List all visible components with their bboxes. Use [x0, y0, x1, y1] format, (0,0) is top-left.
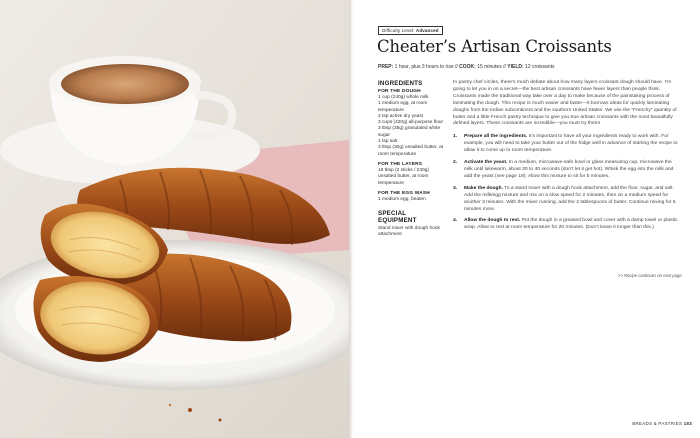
yield-value: 12 croissants — [525, 64, 555, 70]
step-text: Put the dough in a greased bowl and cover with a damp towel or plastic wrap. Allow to rest at room temperature for 20 minutes. (Don’t leave it longer than this.) — [464, 218, 678, 231]
step-text: It’s important to have all your ingredients ready to work with. For example, you will need to take your butter out of the fridge well in advance of starting the recipe to allow it to come up to room temperature. — [464, 134, 678, 154]
ingredient-item: 3 tbsp (35g) granulated white sugar — [378, 126, 441, 138]
recipe-title: Cheater’s Artisan Croissants — [377, 37, 612, 56]
intro-paragraph: In pastry chef circles, there’s much debate about how many layers croissant dough should have. I’m going to let you in on a secret—the best artisan croissants have fewer layers than people think. Croissants made the traditional way take over a day to make because of the painstaking process of laminating the dough. This recipe is much easier and faster—it borrows ideas for quickly laminating doughs from the Indian subcontinent and the southern United States. We use the “Frenchy” quantity of butter and a little French pastry technique to give you true artisan croissants with the most beautifully defined layers. These croissants are incredible—you must try them! — [453, 80, 677, 127]
prep-value: 1 hour, plus 3 hours to rise — [394, 64, 454, 70]
step-number: 1. — [453, 134, 458, 140]
ingredient-item: 3 tbsp (30g) unsalted butter, at room temperature — [378, 145, 444, 157]
yield-label: YIELD: — [507, 64, 524, 70]
difficulty-value: Advanced — [415, 28, 439, 33]
recipe-meta — [378, 64, 555, 70]
ingredient-item: 3 cups (420g) all-purpose flour — [378, 120, 444, 126]
step-lead: Prepare all the ingredients. — [464, 134, 528, 140]
eggwash-heading: FOR THE EGG WASH — [378, 190, 430, 196]
ingredient-item: 1 medium egg, at room temperature — [378, 101, 428, 113]
dough-heading: FOR THE DOUGH — [378, 89, 421, 94]
prep-label: PREP: — [378, 64, 394, 70]
footer-section: BREADS & PASTRIES — [632, 421, 683, 426]
page-number: 183 — [683, 421, 692, 426]
step-lead: Activate the yeast. — [464, 160, 508, 166]
difficulty-badge — [378, 26, 443, 35]
ingredient-item: 1 cup (240g) whole milk — [378, 95, 429, 100]
equipment-heading: SPECIAL EQUIPMENT — [378, 210, 417, 225]
continued-note: >> Recipe continues on next page. — [618, 273, 683, 278]
step-lead: Make the dough. — [464, 185, 503, 191]
meta-separator: // — [503, 64, 506, 70]
page-footer — [632, 421, 692, 426]
cook-label: COOK: — [459, 64, 476, 70]
equipment-item: Stand mixer with dough hook attachment — [378, 226, 440, 238]
steps-list — [453, 134, 679, 232]
ingredients-column — [378, 80, 446, 239]
layers-heading: FOR THE LAYERS — [378, 161, 423, 167]
step-text: To a stand mixer with a dough hook attachment, add the flour, sugar, and salt. Add the milk/egg mixture and mix on a slow speed for 2 minutes, then on a medium speed for another 3 minutes. With the mixer running, add the 2 tablespoons of butter. Continue mixing for 5 minutes more. — [464, 185, 676, 212]
difficulty-label: Difficulty Level: — [382, 28, 415, 33]
step-lead: Allow the dough to rest. — [464, 218, 521, 224]
ingredient-item: 1 medium egg, beaten — [378, 196, 426, 202]
croissant-photo — [0, 0, 349, 438]
step-text: In a medium, microwave-safe bowl or glass measuring cup, microwave the milk until lukewarm, about 30 to 40 seconds (don’t let it get hot). Whisk the egg into the milk and add the yeast (see page 18). Allow this mixture to sit for 5 minutes. — [464, 160, 674, 179]
ingredient-item: 2 tsp active dry yeast — [378, 113, 424, 119]
meta-separator: // — [455, 64, 458, 70]
step-item — [453, 218, 679, 232]
method-column — [453, 80, 679, 237]
recipe-page — [353, 0, 700, 438]
croissant-illustration — [0, 0, 349, 438]
step-item — [453, 186, 679, 214]
ingredient-item: 16 tbsp (2 sticks / 230g) unsalted butter, at room temperature — [378, 167, 429, 186]
step-item — [453, 160, 679, 181]
ingredient-item: 1 tsp salt — [378, 139, 398, 145]
step-number: 3. — [453, 185, 458, 191]
step-number: 2. — [453, 160, 458, 166]
ingredients-heading: INGREDIENTS — [378, 80, 423, 87]
step-item — [453, 134, 679, 155]
cook-value: 15 minutes — [477, 64, 502, 70]
step-number: 4. — [453, 218, 458, 224]
